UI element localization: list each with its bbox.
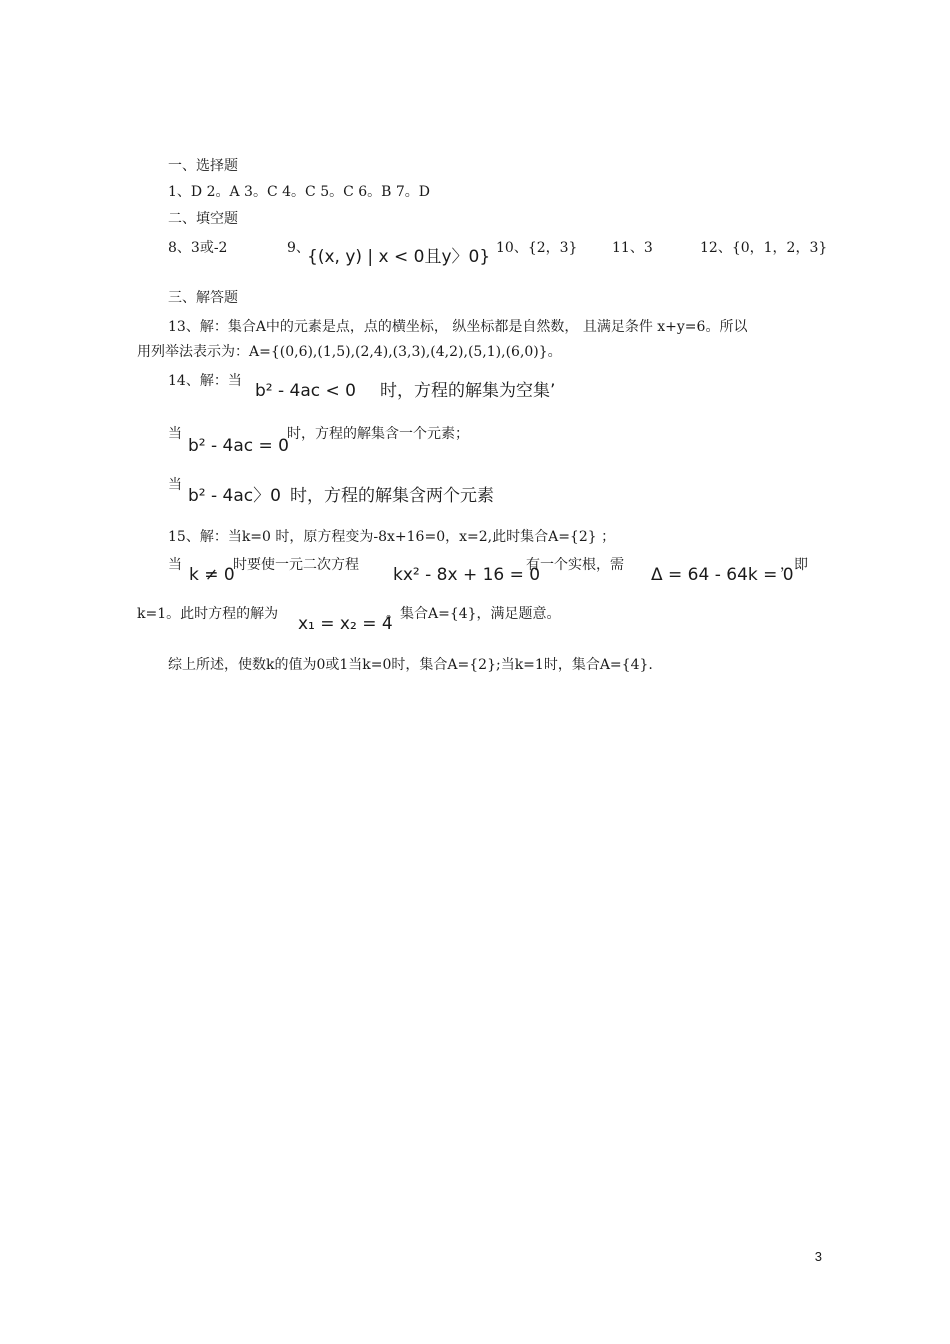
q15-when: 当 (168, 557, 182, 573)
page-number: 3 (814, 1249, 822, 1264)
fill-answer-9-math: {(x, y) | x < 0且y〉0} (307, 247, 491, 267)
section-solve-heading: 三、解答题 (168, 290, 238, 306)
q15-math-3: Δ = 64 - 64k = 0 (651, 565, 794, 585)
q14-text-3: 时，方程的解集含两个元素 (290, 486, 494, 506)
fill-answer-12: 12、{0，1，2，3} (700, 240, 828, 256)
q14-math-1: b² - 4ac < 0 (255, 381, 356, 401)
q15-line3b: 。集合A={4}，满足题意。 (386, 606, 561, 622)
section-choice-heading: 一、选择题 (168, 158, 238, 174)
q15-math-1: k ≠ 0 (189, 565, 235, 585)
q13-line2: 用列举法表示为：A={(0,6),(1,5),(2,4),(3,3),(4,2),(5,1),(6,0)}。 (137, 344, 562, 360)
q15-text-2: 有一个实根，需 (526, 557, 624, 573)
fill-answer-8: 8、3或-2 (168, 240, 228, 256)
q14-when-3: 当 (168, 477, 182, 493)
q15-line3a: k=1。此时方程的解为 (137, 606, 279, 622)
q14-lead: 14、解：当 (168, 373, 242, 389)
q15-line1: 15、解：当k=0 时，原方程变为-8x+16=0，x=2,此时集合A={2} ； (168, 529, 616, 545)
fill-answer-11: 11、3 (612, 240, 653, 256)
q15-math-4: x₁ = x₂ = 4 (298, 614, 393, 634)
q15-text-1: 时要使一元二次方程 (233, 557, 359, 573)
fill-answer-10: 10、{2，3} (496, 240, 578, 256)
fill-answer-9-label: 9、 (287, 240, 310, 256)
q15-text-3: ，即 (780, 557, 808, 573)
q14-text-1: 时，方程的解集为空集’ (380, 381, 556, 401)
choice-answers: 1、D 2。A 3。C 4。C 5。C 6。B 7。D (168, 184, 431, 200)
q15-summary: 综上所述，使数k的值为0或1当k=0时，集合A={2};当k=1时，集合A={4}. (168, 657, 653, 673)
section-fill-heading: 二、填空题 (168, 211, 238, 227)
q14-math-2: b² - 4ac = 0 (188, 436, 289, 456)
q13-line1: 13、解：集合A中的元素是点，点的横坐标， 纵坐标都是自然数， 且满足条件 x+y=6。所以 (168, 319, 748, 335)
q15-math-2: kx² - 8x + 16 = 0 (393, 565, 541, 585)
q14-when-2: 当 (168, 426, 182, 442)
q14-text-2: 时，方程的解集含一个元素； (287, 426, 469, 442)
q14-math-3: b² - 4ac〉0 (188, 486, 281, 506)
